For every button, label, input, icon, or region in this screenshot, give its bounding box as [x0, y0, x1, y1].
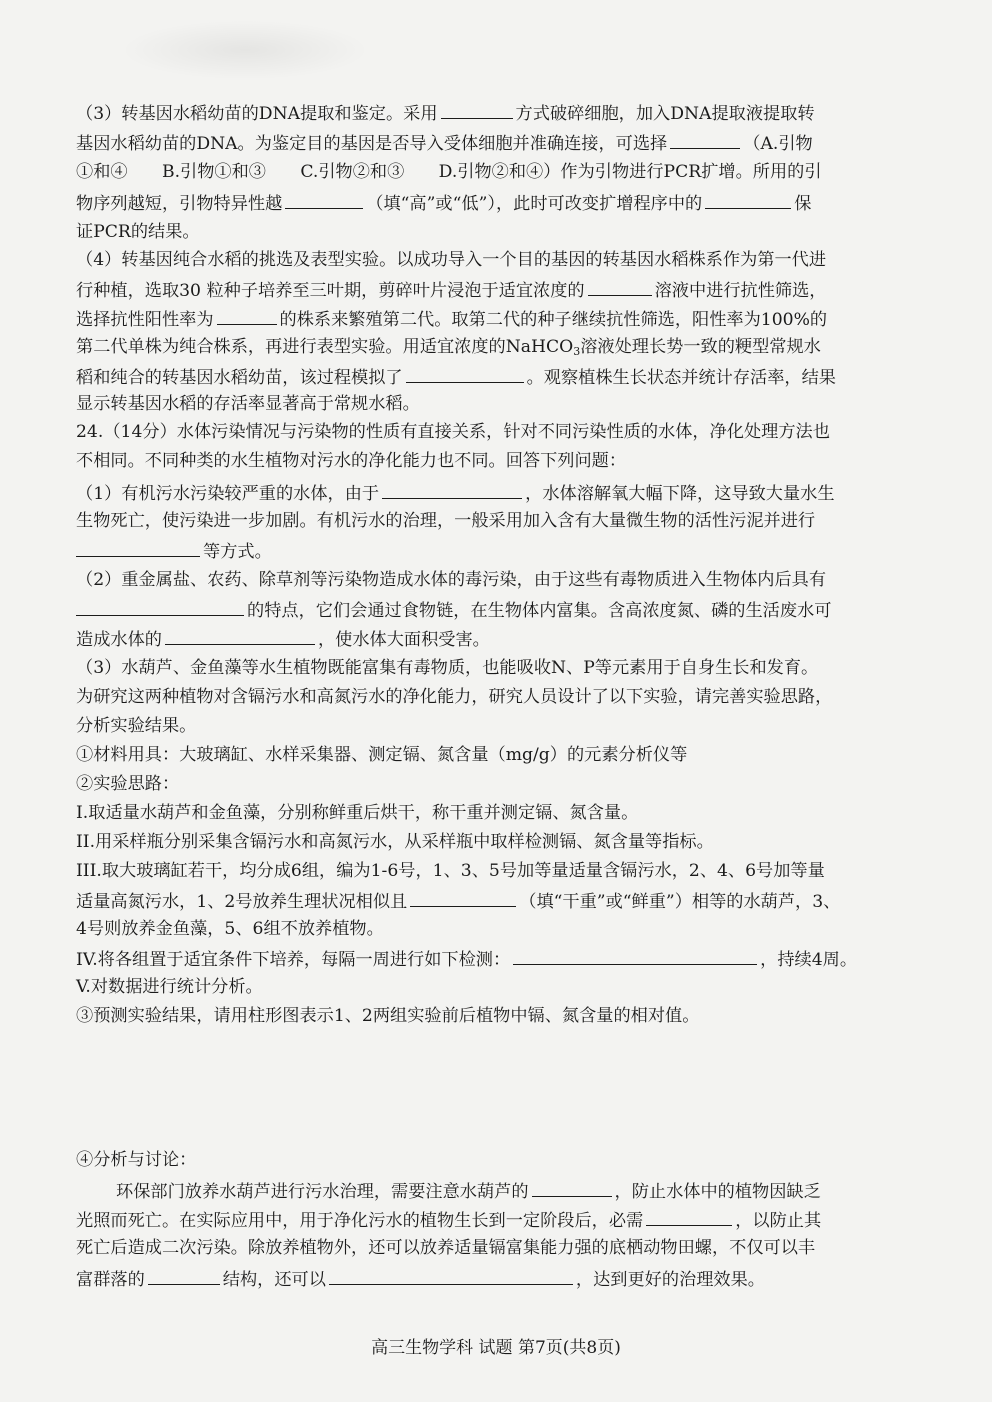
answer-blank[interactable] — [76, 538, 200, 557]
q24-step-4: IV.将各组置于适宜条件下培养，每隔一周进行如下检测： ，持续4周。 — [76, 946, 918, 972]
q24-discussion-heading: ④分析与讨论： — [76, 1150, 197, 1170]
q24-p3-line-1: （3）水葫芦、金鱼藻等水生植物既能富集有毒物质，也能吸收N、P等元素用于自身生长和发育。 — [76, 658, 819, 678]
q24-p2-line-1: （2）重金属盐、农药、除草剂等污染物造成水体的毒污染，由于这些有毒物质进入生物体内后具有 — [76, 570, 827, 590]
q24-step-3-line-2: 适量高氮污水，1、2号放养生理状况相似且 （填“干重”或“鲜重”）相等的水葫芦，3、 — [76, 888, 918, 914]
q23-p4-line-4: 第二代单株为纯合株系，再进行表型实验。用适宜浓度的NaHCO$_3$溶液处理长势一致的粳型常规水 — [76, 337, 821, 358]
answer-blank[interactable] — [513, 946, 757, 965]
q23-p4-line-5: 稻和纯合的转基因水稻幼苗，该过程模拟了 。观察植株生长状态并统计存活率，结果 — [76, 364, 918, 390]
q24-p1-line-2: 生物死亡，使污染进一步加剧。有机污水的治理，一般采用加入含有大量微生物的活性污泥并进行 — [76, 511, 816, 531]
answer-blank[interactable] — [588, 277, 652, 296]
q23-p3-line-3: ①和④ B.引物①和③ C.引物②和③ D.引物②和④）作为引物进行PCR扩增。所用的引 — [76, 162, 822, 182]
q23-p4-line-3: 选择抗性阳性率为 的株系来繁殖第二代。取第二代的种子继续抗性筛选，阳性率为100%的 — [76, 306, 918, 332]
q24-step-2: II.用采样瓶分别采集含镉污水和高氮污水，从采样瓶中取样检测镉、氮含量等指标。 — [76, 832, 714, 852]
q23-p4-line-6: 显示转基因水稻的存活率显著高于常规水稻。 — [76, 394, 420, 414]
answer-blank[interactable] — [646, 1207, 732, 1226]
q24-prediction: ③预测实验结果，请用柱形图表示1、2两组实验前后植物中镉、氮含量的相对值。 — [76, 1006, 700, 1026]
answer-blank[interactable] — [382, 480, 522, 499]
q24-p3-line-2: 为研究这两种植物对含镉污水和高氮污水的净化能力，研究人员设计了以下实验，请完善实验思路， — [76, 687, 833, 707]
page-footer: 高三生物学科 试题 第7页(共8页) — [371, 1338, 621, 1358]
q24-discussion-line-4: 富群落的 结构，还可以 ，达到更好的治理效果。 — [76, 1266, 918, 1292]
answer-blank[interactable] — [76, 597, 244, 616]
q24-discussion-line-2: 光照而死亡。在实际应用中，用于净化污水的植物生长到一定阶段后，必需 ，以防止其 — [76, 1207, 918, 1233]
q23-p3-line-5: 证PCR的结果。 — [76, 222, 200, 242]
q24-p2-line-2: 的特点，它们会通过食物链，在生物体内富集。含高浓度氮、磷的生活废水可 — [76, 597, 918, 623]
q24-step-5: V.对数据进行统计分析。 — [76, 977, 263, 997]
answer-blank[interactable] — [441, 100, 513, 119]
q24-p3-line-3: 分析实验结果。 — [76, 716, 197, 736]
answer-blank[interactable] — [148, 1266, 220, 1285]
answer-blank[interactable] — [705, 190, 791, 209]
q23-p3-line-4: 物序列越短，引物特异性越 （填“高”或“低”），此时可改变扩增程序中的 保 — [76, 190, 918, 216]
q24-intro-line-1: 24.（14分）水体污染情况与污染物的性质有直接关系，针对不同污染性质的水体，净化处理方法也 — [76, 422, 830, 442]
answer-blank[interactable] — [670, 130, 740, 149]
scan-smudge — [120, 20, 370, 80]
q23-p3-line-2: 基因水稻幼苗的DNA。为鉴定目的基因是否导入受体细胞并准确连接，可选择 （A.引物 — [76, 130, 918, 156]
q24-materials: ①材料用具：大玻璃缸、水样采集器、测定镉、氮含量（mg/g）的元素分析仪等 — [76, 745, 688, 765]
q24-discussion-line-1: 环保部门放养水葫芦进行污水治理，需要注意水葫芦的 ，防止水体中的植物因缺乏 — [116, 1178, 918, 1204]
answer-blank[interactable] — [329, 1266, 573, 1285]
q24-step-1: I.取适量水葫芦和金鱼藻，分别称鲜重后烘干，称干重并测定镉、氮含量。 — [76, 803, 639, 823]
q24-p2-line-3: 造成水体的 ，使水体大面积受害。 — [76, 626, 918, 652]
answer-blank[interactable] — [285, 190, 363, 209]
q24-intro-line-2: 不相同。不同种类的水生植物对污水的净化能力也不同。回答下列问题： — [76, 451, 627, 471]
answer-blank[interactable] — [410, 888, 516, 907]
answer-blank[interactable] — [532, 1178, 612, 1197]
q23-p4-line-1: （4）转基因纯合水稻的挑选及表型实验。以成功导入一个目的基因的转基因水稻株系作为第一代进 — [76, 250, 827, 270]
q24-discussion-line-3: 死亡后造成二次污染。除放养植物外，还可以放养适量镉富集能力强的底栖动物田螺，不仅可以丰 — [76, 1238, 816, 1258]
answer-blank[interactable] — [165, 626, 315, 645]
q24-step-3-line-1: III.取大玻璃缸若干，均分成6组，编为1-6号，1、3、5号加等量适量含镉污水，2、4、6号加等量 — [76, 861, 825, 881]
q24-method-heading: ②实验思路： — [76, 774, 180, 794]
q24-step-3-line-3: 4号则放养金鱼藻，5、6组不放养植物。 — [76, 919, 384, 939]
q24-p1-line-3: 等方式。 — [76, 538, 918, 564]
q23-p3-line-1: （3）转基因水稻幼苗的DNA提取和鉴定。采用 方式破碎细胞，加入DNA提取液提取转 — [76, 100, 918, 126]
q24-p1-line-1: （1）有机污水污染较严重的水体，由于 ，水体溶解氧大幅下降，这导致大量水生 — [76, 480, 918, 506]
answer-blank[interactable] — [217, 306, 277, 325]
q23-p4-line-2: 行种植，选取30 粒种子培养至三叶期，剪碎叶片浸泡于适宜浓度的 溶液中进行抗性筛选， — [76, 277, 918, 303]
answer-blank[interactable] — [406, 364, 524, 383]
